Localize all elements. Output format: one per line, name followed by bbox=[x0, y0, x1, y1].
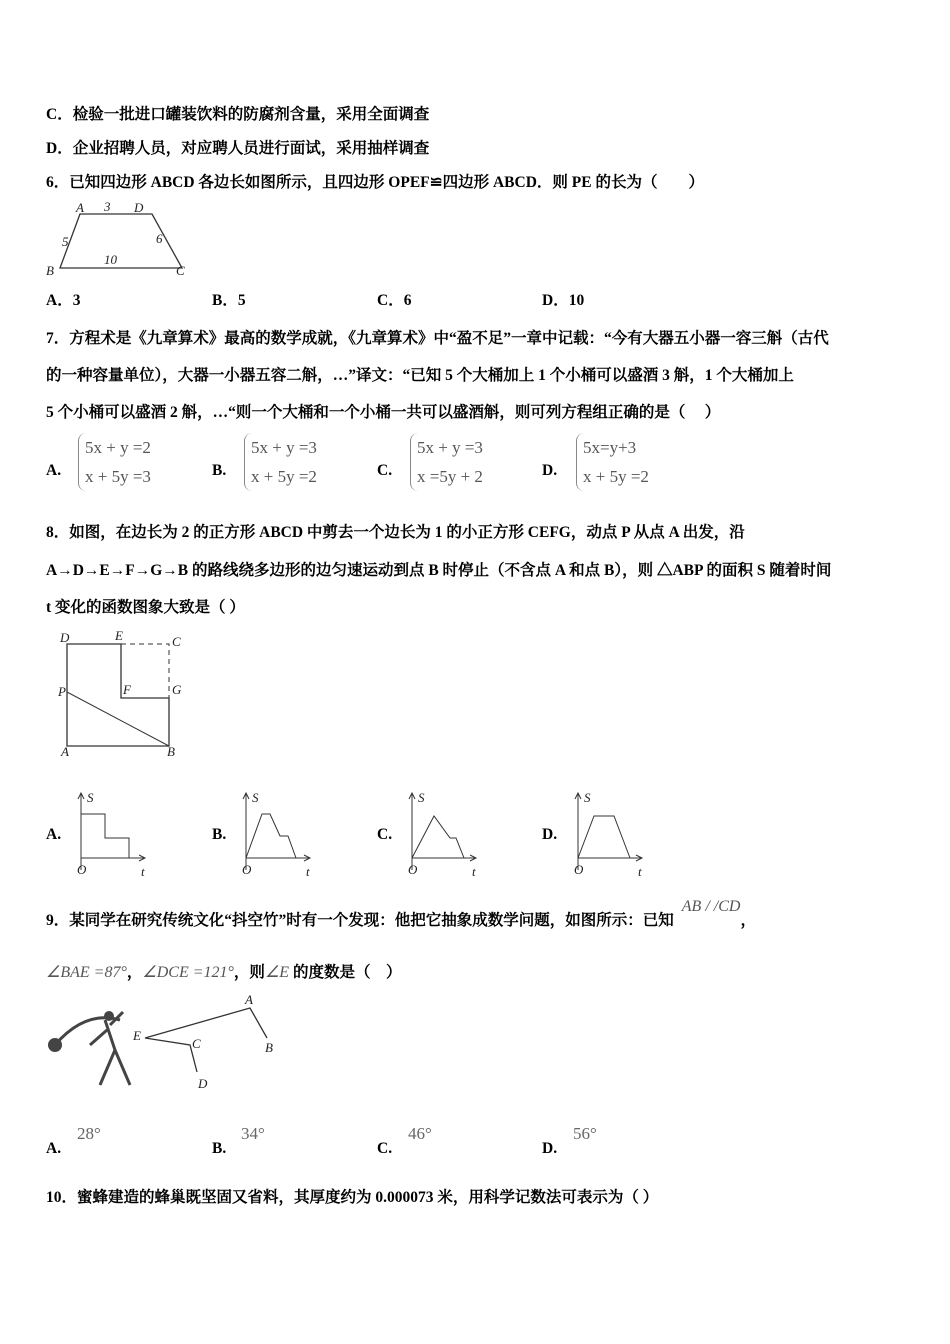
label: C bbox=[172, 634, 181, 649]
q9-option-c-value: 46° bbox=[408, 1124, 432, 1143]
q9-stem bbox=[46, 898, 756, 930]
q7-option-c-system bbox=[410, 433, 483, 491]
angle-bae: ∠BAE =87° bbox=[46, 964, 127, 981]
q9-option-a-value: 28° bbox=[77, 1124, 101, 1143]
sep: ， bbox=[126, 964, 143, 981]
equation: x + 5y =2 bbox=[583, 467, 649, 486]
label: C bbox=[192, 1036, 201, 1051]
q8-graph-d bbox=[572, 790, 652, 880]
label: O bbox=[574, 862, 584, 877]
label: 10 bbox=[104, 252, 117, 267]
q10-stem: 10．蜜蜂建造的蜂巢既坚固又省料，其厚度约为 0.000073 米，用科学记数法可表示为（ ） bbox=[46, 1189, 659, 1206]
comma: ， bbox=[740, 912, 756, 929]
q8-option-c: C. bbox=[377, 826, 393, 843]
label: D bbox=[60, 630, 70, 645]
text: 的度数是（ ） bbox=[292, 964, 402, 981]
q9-diabolo-figure bbox=[45, 990, 285, 1100]
angle-e: ∠E bbox=[264, 964, 290, 981]
q6-trapezoid-figure bbox=[40, 198, 200, 278]
q7-line-1: 7．方程术是《九章算术》最高的数学成就，《九章算术》中“盈不足”一章中记载：“今有大器五小器一容三斛（古代 bbox=[46, 330, 829, 347]
equation: 5x=y+3 bbox=[583, 438, 637, 457]
label: t bbox=[472, 864, 476, 879]
q5-option-c: C．检验一批进口罐装饮料的防腐剂含量，采用全面调查 bbox=[46, 106, 430, 123]
label: C bbox=[176, 263, 185, 278]
q7-option-a-label: A. bbox=[46, 462, 62, 479]
q9-given: AB / /CD bbox=[681, 898, 741, 915]
q8-line-2: A→D→E→F→G→B 的路线绕多边形的边匀速运动到点 B 时停止（不含点 A 和点 B），则 △ABP 的面积 S 随着时间 bbox=[46, 562, 832, 579]
equation: x + 5y =3 bbox=[85, 467, 151, 486]
label: S bbox=[584, 790, 591, 805]
equation: x + 5y =2 bbox=[251, 467, 317, 486]
label: S bbox=[87, 790, 94, 805]
label: A bbox=[61, 744, 69, 759]
label: D bbox=[134, 200, 144, 215]
label: B bbox=[46, 263, 54, 278]
q8-graph-a bbox=[75, 790, 155, 880]
q9-option-b-value: 34° bbox=[241, 1124, 265, 1143]
q8-option-a: A. bbox=[46, 826, 62, 843]
label: 5 bbox=[62, 234, 69, 249]
label: E bbox=[115, 628, 123, 643]
q6-option-d: D．10 bbox=[542, 292, 585, 309]
label: B bbox=[167, 744, 175, 759]
equation: 5x + y =2 bbox=[85, 438, 151, 457]
q8-line-3: t 变化的函数图象大致是（ ） bbox=[46, 599, 245, 616]
equation: 5x + y =3 bbox=[251, 438, 317, 457]
q9-option-d-value: 56° bbox=[573, 1124, 597, 1143]
q7-option-b-system bbox=[244, 433, 317, 491]
q6-option-c: C．6 bbox=[377, 292, 412, 309]
q8-line-1: 8．如图，在边长为 2 的正方形 ABCD 中剪去一个边长为 1 的小正方形 CEFG，动点 P 从点 A 出发，沿 bbox=[46, 524, 745, 541]
q8-option-b: B. bbox=[212, 826, 227, 843]
label: S bbox=[252, 790, 259, 805]
label: A bbox=[245, 992, 253, 1007]
label: t bbox=[141, 864, 145, 879]
q9-option-c-label: C. bbox=[377, 1140, 393, 1157]
q5-option-d: D．企业招聘人员，对应聘人员进行面试，采用抽样调查 bbox=[46, 140, 430, 157]
q7-option-d-system bbox=[576, 433, 649, 491]
angle-dce: ∠DCE =121° bbox=[142, 964, 234, 981]
label: S bbox=[418, 790, 425, 805]
label: O bbox=[77, 862, 87, 877]
q6-option-b: B．5 bbox=[212, 292, 246, 309]
q9-option-d-label: D. bbox=[542, 1140, 558, 1157]
label: t bbox=[638, 864, 642, 879]
label: E bbox=[133, 1028, 141, 1043]
label: P bbox=[58, 684, 66, 699]
q9-option-b-label: B. bbox=[212, 1140, 227, 1157]
label: F bbox=[123, 682, 131, 697]
q8-graph-c bbox=[406, 790, 486, 880]
q8-option-d: D. bbox=[542, 826, 558, 843]
label: G bbox=[172, 682, 182, 697]
label: O bbox=[408, 862, 418, 877]
q7-option-d-label: D. bbox=[542, 462, 558, 479]
q6-stem: 6．已知四边形 ABCD 各边长如图所示，且四边形 OPEF≌四边形 ABCD．则 PE 的长为（ ） bbox=[46, 174, 704, 191]
q7-line-2: 的一种容量单位），大器一小器五容二斛，…”译文：“已知 5 个大桶加上 1 个小桶可以盛酒 3 斛，1 个大桶加上 bbox=[46, 367, 794, 384]
label: O bbox=[242, 862, 252, 877]
q7-option-b-label: B. bbox=[212, 462, 227, 479]
q6-option-a: A．3 bbox=[46, 292, 81, 309]
q7-option-c-label: C. bbox=[377, 462, 393, 479]
q9-option-a-label: A. bbox=[46, 1140, 62, 1157]
q9-conditions bbox=[46, 960, 401, 982]
label: t bbox=[306, 864, 310, 879]
equation: x =5y + 2 bbox=[417, 467, 483, 486]
label: 6 bbox=[156, 231, 163, 246]
label: 3 bbox=[104, 199, 111, 214]
q8-square-figure bbox=[55, 630, 190, 760]
q7-line-3: 5 个小桶可以盛酒 2 斛，…“则一个大桶和一个小桶一共可以盛酒斛，则可列方程组正确的是（ ） bbox=[46, 404, 721, 421]
equation: 5x + y =3 bbox=[417, 438, 483, 457]
q7-option-a-system bbox=[78, 433, 151, 491]
q8-graph-b bbox=[240, 790, 320, 880]
label: D bbox=[198, 1076, 208, 1091]
label: B bbox=[265, 1040, 273, 1055]
label: A bbox=[76, 200, 84, 215]
q9-stem-text: 9．某同学在研究传统文化“抖空竹”时有一个发现：他把它抽象成数学问题，如图所示：已知 bbox=[46, 912, 674, 929]
diabolo-player-illustration bbox=[48, 1011, 130, 1085]
text: ，则 bbox=[233, 964, 265, 981]
